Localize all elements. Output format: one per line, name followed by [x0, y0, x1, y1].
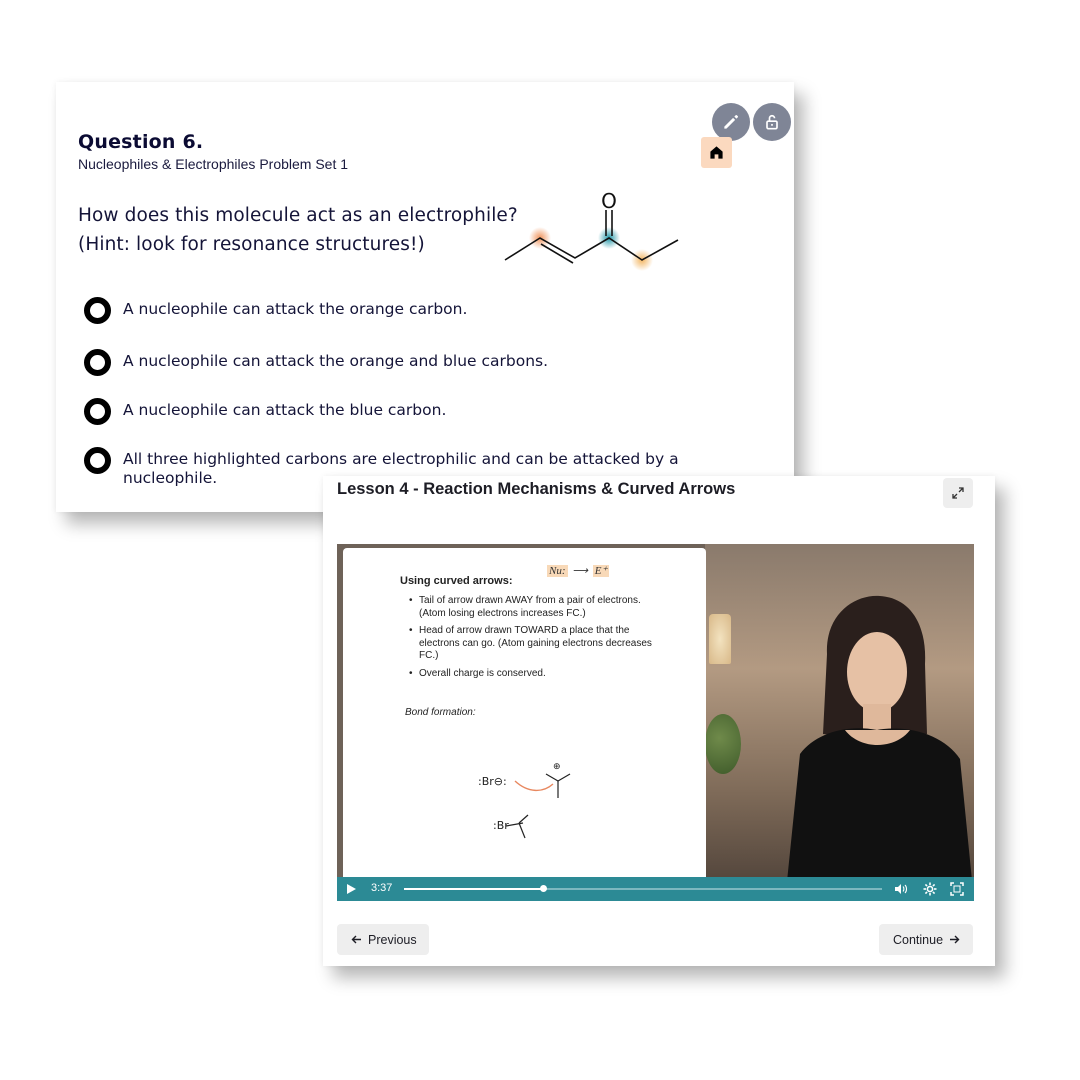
answer-option-text: All three highlighted carbons are electrophilic and can be attacked by a nucleophile.	[123, 450, 679, 487]
bond-formation-drawing	[473, 758, 583, 848]
radio-button[interactable]	[84, 349, 111, 376]
edit-button[interactable]	[712, 103, 750, 141]
answer-option-text: A nucleophile can attack the blue carbon.	[123, 401, 447, 419]
arrow-left-icon	[351, 934, 362, 945]
arrow-right-icon	[949, 934, 960, 945]
oxygen-label: O	[601, 189, 617, 213]
continue-label: Continue	[893, 932, 944, 947]
previous-label: Previous	[368, 932, 417, 947]
bromine-product-label: :Br	[493, 819, 509, 832]
arrow-glyph: ⟶	[572, 565, 589, 577]
answer-option[interactable]	[84, 297, 693, 324]
question-card	[56, 82, 794, 512]
prompt-line: (Hint: look for resonance structures!)	[78, 234, 425, 255]
video-timecode: 3:37	[371, 882, 393, 894]
answer-option-text: A nucleophile can attack the orange carbon.	[123, 300, 468, 318]
question-title: Question 6.	[78, 131, 204, 153]
radio-button[interactable]	[84, 297, 111, 324]
video-controls	[337, 877, 974, 901]
video-player[interactable]	[337, 544, 974, 901]
molecule-structure	[501, 186, 686, 276]
bromide-label: :Br⊖:	[478, 775, 507, 788]
video-progress-fill	[404, 888, 543, 890]
radio-button[interactable]	[84, 447, 111, 474]
slide-bullet: • Overall charge is conserved.	[409, 668, 669, 681]
home-button[interactable]	[701, 137, 732, 168]
lesson-title: Lesson 4 - Reaction Mechanisms & Curved Arrows	[337, 480, 736, 498]
radio-button[interactable]	[84, 398, 111, 425]
video-progress-bar[interactable]	[404, 888, 882, 890]
slide-bullet-list	[409, 595, 669, 685]
prompt-line: How does this molecule act as an electrophile?	[78, 205, 518, 226]
answer-option[interactable]	[84, 398, 693, 425]
instructor-video-frame	[705, 544, 974, 901]
previous-button[interactable]	[337, 924, 429, 955]
volume-icon[interactable]	[894, 882, 908, 896]
carbocation-charge: ⊕	[553, 762, 561, 772]
e-label: E⁺	[594, 565, 608, 577]
play-icon[interactable]	[347, 884, 356, 894]
unlock-button[interactable]	[753, 103, 791, 141]
nu-to-e-annotation	[547, 564, 609, 577]
problem-set-subtitle: Nucleophiles & Electrophiles Problem Set 1	[78, 156, 349, 172]
lesson-card	[323, 476, 995, 966]
expand-icon	[952, 487, 964, 499]
answer-option-text: A nucleophile can attack the orange and blue carbons.	[123, 352, 549, 370]
unlock-icon	[762, 112, 782, 132]
slide-bullet: • Head of arrow drawn TOWARD a place that the electrons can go. (Atom gaining electrons decreases FC.)	[409, 625, 669, 663]
bond-formation-label: Bond formation:	[405, 707, 476, 718]
instructor-figure	[705, 544, 974, 901]
fullscreen-icon[interactable]	[950, 882, 964, 896]
slide-bullet: • Tail of arrow drawn AWAY from a pair of electrons. (Atom losing electrons increases FC.)	[409, 595, 669, 620]
continue-button[interactable]	[879, 924, 973, 955]
home-icon	[709, 145, 724, 160]
video-progress-handle[interactable]	[540, 885, 547, 892]
expand-button[interactable]	[943, 478, 973, 508]
settings-icon[interactable]	[923, 882, 937, 896]
nu-label: Nu:	[549, 565, 566, 577]
lecture-slide	[343, 548, 706, 893]
answer-option[interactable]	[84, 349, 693, 376]
pencil-icon	[721, 112, 741, 132]
question-prompt	[78, 201, 518, 259]
slide-heading: Using curved arrows:	[400, 575, 513, 587]
